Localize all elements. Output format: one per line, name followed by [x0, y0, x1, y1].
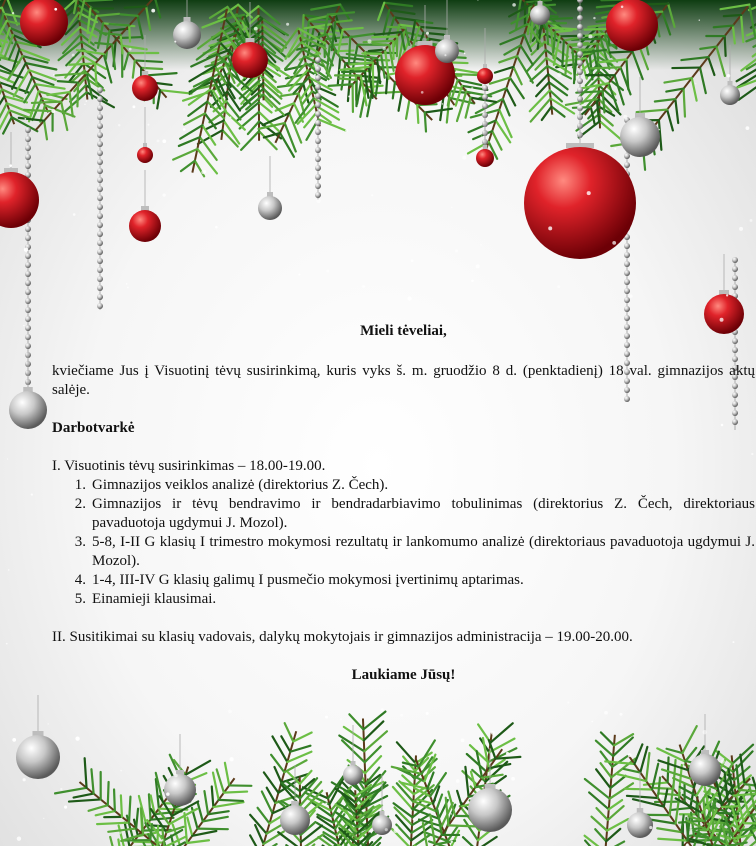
- list-item: [52, 590, 755, 609]
- item-number: 1.: [74, 477, 86, 493]
- item-text: Einamieji klausimai.: [92, 591, 217, 607]
- agenda-section-2: II. Susitikimai su klasių vadovais, dalykų mokytojais ir gimnazijos administracija – 19.00-20.00.: [52, 629, 633, 645]
- agenda-section-1: I. Visuotinis tėvų susirinkimas – 18.00-19.00.: [52, 458, 326, 474]
- item-text: 1-4, III-IV G klasių galimų I pusmečio mokymosi įvertinimų aptarimas.: [92, 572, 524, 588]
- greeting-title: Mieli tėveliai,: [360, 323, 447, 339]
- item-text: 5-8, I-II G klasių I trimestro mokymosi rezultatų ir lankomumo analizė (direktoriaus pavaduotoja ugdymui J. Mozol).: [92, 534, 755, 569]
- item-number: 3.: [74, 534, 86, 550]
- invitation-letter: [52, 322, 755, 685]
- list-item: [52, 495, 755, 533]
- closing-text: Laukiame Jūsų!: [351, 667, 456, 683]
- list-item: [52, 533, 755, 571]
- list-item: [52, 476, 755, 495]
- item-text: Gimnazijos veiklos analizė (direktorius Z. Čech).: [92, 477, 389, 493]
- list-item: [52, 571, 755, 590]
- item-number: 5.: [74, 591, 86, 607]
- agenda-heading: Darbotvarkė: [52, 420, 135, 436]
- item-number: 2.: [74, 496, 86, 512]
- item-text: Gimnazijos ir tėvų bendravimo ir bendradarbiavimo tobulinimas (direktorius Z. Čech, direktoriaus pavaduotoja ugdymui J. Mozol).: [92, 496, 755, 531]
- agenda-list: [52, 476, 755, 609]
- invitation-text: kviečiame Jus į Visuotinį tėvų susirinkimą, kuris vyks š. m. gruodžio 8 d. (penktadienį) 18 val. gimnazijos aktų salėje.: [52, 363, 755, 398]
- item-number: 4.: [74, 572, 86, 588]
